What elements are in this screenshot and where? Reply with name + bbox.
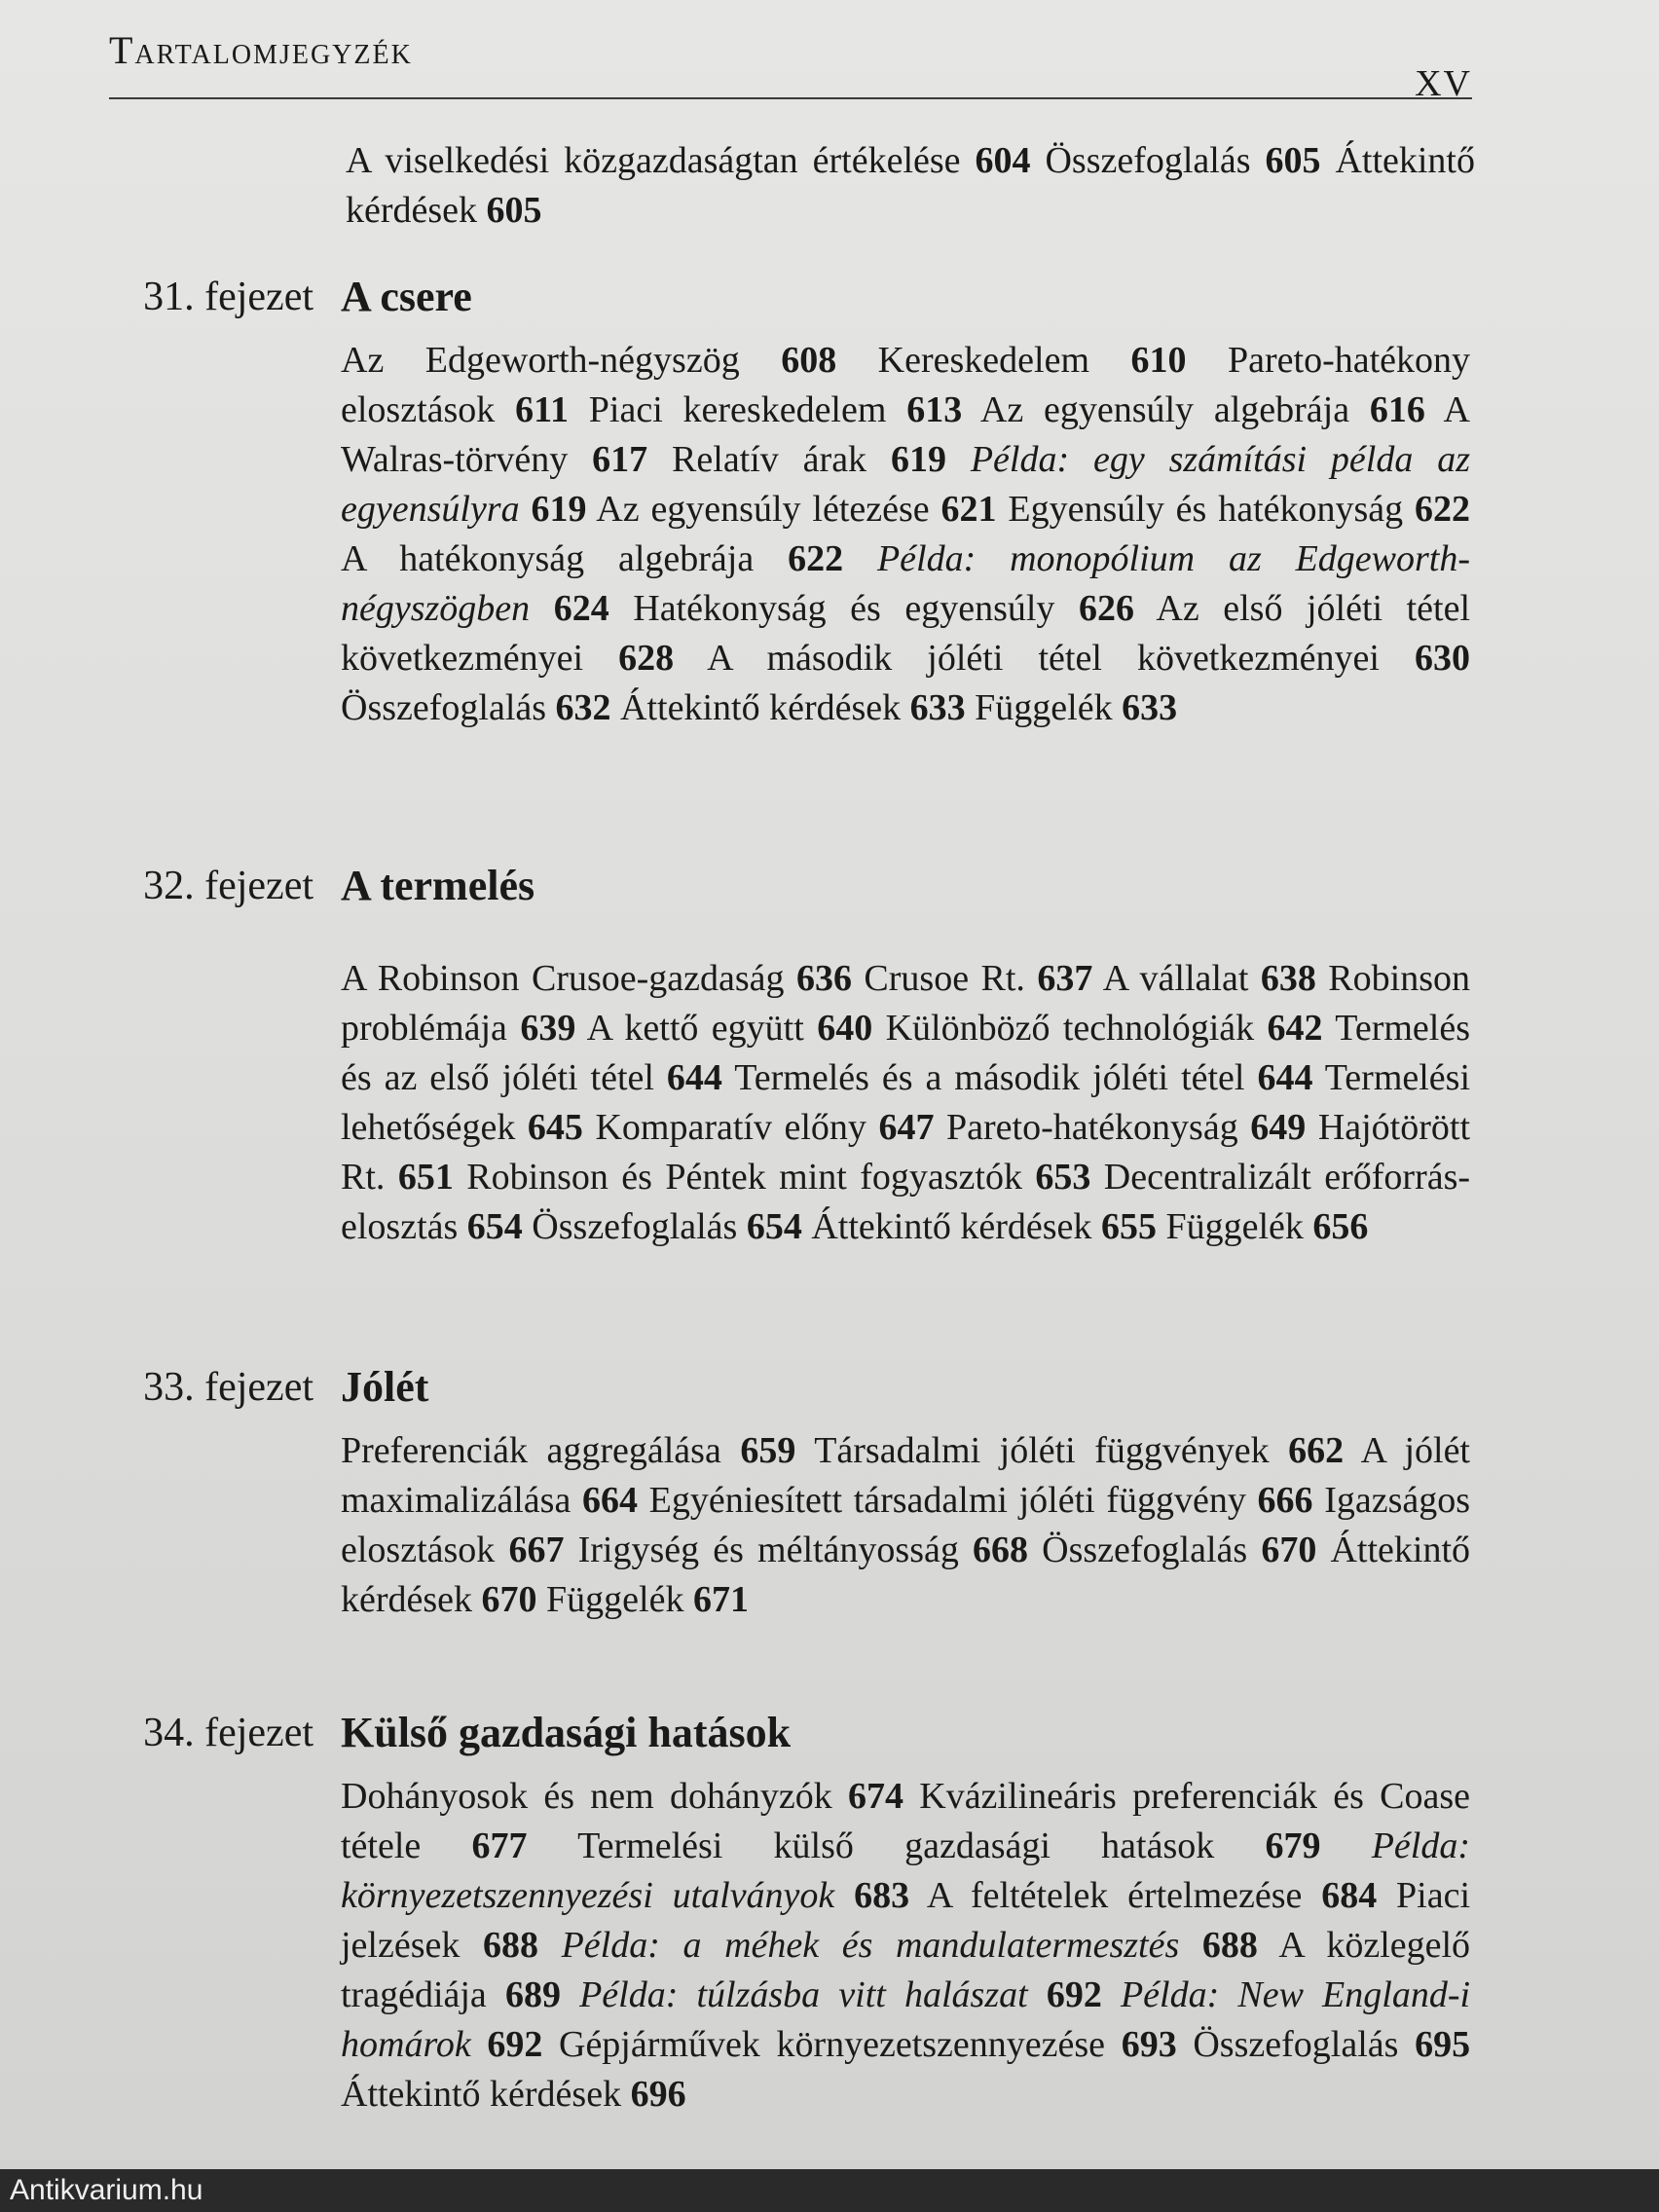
entry-page-number: 636 — [795, 958, 852, 999]
entry-title: Összefoglalás — [1045, 140, 1251, 181]
entry-page-number: 668 — [973, 1530, 1029, 1570]
entry-title: Robinson és Péntek mint fogyasztók — [466, 1157, 1022, 1198]
chapter-entries — [341, 954, 1470, 1252]
chapter-34 — [58, 1704, 1480, 2120]
entry-page-number: 651 — [397, 1157, 454, 1198]
entry-page-number: 692 — [1046, 1974, 1102, 2015]
entry-title: Összefoglalás — [532, 1206, 738, 1247]
entry-page-number: 619 — [531, 489, 587, 530]
entry-page-number: 654 — [466, 1206, 523, 1247]
entry-page-number: 649 — [1250, 1107, 1307, 1148]
entry-title: Áttekintő kérdések — [341, 2074, 622, 2115]
entry-title: Az Edgeworth-négyszög — [341, 340, 740, 381]
entry-page-number: 647 — [878, 1107, 935, 1148]
entry-title: Hatékonyság és egyensúly — [633, 588, 1055, 629]
toc-entry — [559, 2024, 1177, 2065]
entry-title: Az egyensúly létezése — [596, 489, 930, 530]
entry-title: Példa: monopólium az Edgeworth-négyszögben — [341, 538, 1471, 629]
entry-title: Áttekintő kérdések — [346, 140, 1475, 231]
entry-list — [341, 1772, 1470, 2120]
toc-entry — [589, 389, 962, 430]
entry-title: A jólét maximalizálása — [341, 1430, 1470, 1521]
entry-title: Az első jóléti tétel következményei — [341, 588, 1471, 679]
toc-entry — [633, 588, 1134, 629]
toc-entry — [341, 538, 843, 579]
entry-page-number: 630 — [1415, 638, 1471, 679]
entry-page-number: 610 — [1130, 340, 1187, 381]
toc-entry — [595, 1107, 934, 1148]
toc-entry — [341, 687, 611, 728]
entry-title: A közlegelő tragédiája — [341, 1925, 1471, 2015]
entry-page-number: 644 — [666, 1057, 722, 1098]
entry-title: Függelék — [546, 1579, 684, 1620]
entry-title: Crusoe Rt. — [864, 958, 1025, 999]
entry-page-number: 684 — [1321, 1875, 1378, 1916]
entry-title: Pareto-hatékony elosztások — [341, 340, 1471, 430]
entry-title: Példa: környezetszennyezési utalványok — [341, 1825, 1471, 1916]
entry-title: Relatív árak — [672, 439, 867, 480]
entry-title: Piaci kereskedelem — [588, 389, 887, 430]
entry-page-number: 683 — [854, 1875, 910, 1916]
toc-entry — [1042, 1530, 1316, 1570]
entry-title: Példa: a méhek és mandulatermesztés — [561, 1925, 1180, 1966]
entry-title: Függelék — [1165, 1206, 1304, 1247]
toc-entry — [878, 340, 1187, 381]
toc-entry — [649, 1480, 1313, 1521]
toc-entry — [341, 958, 852, 999]
entry-page-number: 624 — [553, 588, 609, 629]
entry-page-number: 695 — [1415, 2024, 1471, 2065]
chapter-heading — [58, 268, 1480, 336]
toc-entry — [596, 489, 996, 530]
running-title: Tartalomjegyzék — [109, 28, 413, 72]
entry-title: Dohányosok és nem dohányzók — [341, 1776, 832, 1817]
chapter-title: Külső gazdasági hatások — [341, 1709, 792, 1756]
chapter-label: 34. fejezet — [143, 1711, 313, 1755]
entry-title: Termelési külső gazdasági hatások — [577, 1825, 1215, 1866]
chapter-title: A termelés — [341, 862, 535, 909]
entry-title: A hatékonyság algebrája — [341, 538, 755, 579]
entry-title: Komparatív előny — [595, 1107, 866, 1148]
entry-title: Összefoglalás — [341, 687, 547, 728]
entry-page-number: 664 — [582, 1480, 638, 1521]
entry-title: Hajótörött Rt. — [341, 1107, 1471, 1198]
toc-entry — [579, 1974, 1102, 2015]
entry-title: Robinson problémája — [341, 958, 1470, 1049]
toc-entry — [620, 687, 966, 728]
toc-entry — [587, 1008, 873, 1049]
entry-page-number: 644 — [1257, 1057, 1313, 1098]
entry-page-number: 633 — [1122, 687, 1178, 728]
continued-entries — [346, 136, 1475, 236]
entry-title: Összefoglalás — [1193, 2024, 1399, 2065]
toc-entry — [341, 1776, 903, 1817]
toc-entry — [346, 140, 1031, 181]
chapter-title: Jólét — [341, 1363, 429, 1411]
entry-title: Az egyensúly algebrája — [979, 389, 1350, 430]
chapter-title: A csere — [341, 273, 472, 320]
toc-entry — [975, 687, 1177, 728]
entry-page-number: 662 — [1288, 1430, 1345, 1471]
entry-title: Preferenciák aggregálása — [341, 1430, 721, 1471]
chapter-label: 32. fejezet — [143, 864, 313, 908]
chapter-heading — [58, 857, 1480, 954]
running-header — [109, 27, 1472, 104]
entry-list — [341, 1426, 1470, 1625]
entry-title: Piaci jelzések — [341, 1875, 1471, 1966]
entry-page-number: 667 — [508, 1530, 565, 1570]
entry-title: A Walras-törvény — [341, 389, 1470, 480]
toc-entry — [532, 1206, 802, 1247]
entry-page-number: 674 — [847, 1776, 903, 1817]
entry-page-number: 640 — [817, 1008, 873, 1049]
entry-page-number: 616 — [1369, 389, 1425, 430]
toc-entry — [672, 439, 946, 480]
chapter-entries — [341, 336, 1470, 733]
entry-page-number: 693 — [1121, 2024, 1177, 2065]
entry-title: A kettő együtt — [586, 1008, 804, 1049]
entry-page-number: 632 — [555, 687, 611, 728]
entry-page-number: 621 — [940, 489, 997, 530]
chapter-33 — [58, 1358, 1480, 1625]
entry-title: A viselkedési közgazdaságtan értékelése — [346, 140, 961, 181]
entry-page-number: 611 — [515, 389, 569, 430]
entry-page-number: 656 — [1312, 1206, 1369, 1247]
page-number: XV — [1415, 63, 1472, 104]
entry-title: Termelési lehetőségek — [341, 1057, 1471, 1148]
toc-entry — [341, 1430, 795, 1471]
entry-page-number: 659 — [740, 1430, 796, 1471]
entry-title: Példa: egy számítási példa az egyensúlyra — [341, 439, 1471, 530]
toc-entry — [1045, 140, 1320, 181]
toc-entry — [562, 1925, 1258, 1966]
entry-page-number: 638 — [1260, 958, 1316, 999]
entry-title: Függelék — [975, 687, 1113, 728]
entry-title: A második jóléti tétel következményei — [707, 638, 1380, 679]
entry-title: A vállalat — [1102, 958, 1249, 999]
toc-entry — [546, 1579, 749, 1620]
entry-list — [341, 954, 1470, 1252]
entry-title: Kvázilineáris preferenciák és Coase tétele — [341, 1776, 1470, 1866]
entry-title: Igazságos elosztások — [341, 1480, 1471, 1570]
chapter-label: 31. fejezet — [143, 275, 313, 319]
chapter-32 — [58, 857, 1480, 1252]
entry-page-number: 642 — [1267, 1008, 1323, 1049]
entry-page-number: 605 — [1265, 140, 1321, 181]
entry-page-number: 633 — [909, 687, 966, 728]
entry-page-number: 655 — [1100, 1206, 1157, 1247]
entry-page-number: 604 — [975, 140, 1031, 181]
entry-title: Összefoglalás — [1042, 1530, 1248, 1570]
entry-page-number: 666 — [1257, 1480, 1313, 1521]
entry-page-number: 653 — [1035, 1157, 1091, 1198]
entry-page-number: 608 — [781, 340, 837, 381]
toc-entry — [341, 2074, 686, 2115]
entry-title: Különböző technológiák — [885, 1008, 1255, 1049]
entry-page-number: 613 — [906, 389, 963, 430]
toc-entry — [341, 340, 836, 381]
entry-title: Egyéniesített társadalmi jóléti függvény — [648, 1480, 1246, 1521]
entry-title: Kereskedelem — [877, 340, 1090, 381]
entry-page-number: 622 — [788, 538, 844, 579]
entry-page-number: 670 — [481, 1579, 537, 1620]
entry-page-number: 622 — [1415, 489, 1471, 530]
chapter-heading — [58, 1704, 1480, 1772]
entry-page-number: 688 — [482, 1925, 538, 1966]
toc-entry — [946, 1107, 1306, 1148]
entry-title: Termelés és az első jóléti tétel — [341, 1008, 1470, 1098]
toc-entry — [577, 1825, 1320, 1866]
toc-entry — [886, 1008, 1323, 1049]
entry-list — [346, 136, 1475, 236]
entry-page-number: 626 — [1078, 588, 1134, 629]
watermark: Antikvarium.hu — [0, 2169, 1659, 2212]
toc-entry — [1008, 489, 1470, 530]
entry-title: Irigység és méltányosság — [577, 1530, 959, 1570]
entry-page-number: 677 — [471, 1825, 528, 1866]
entry-page-number: 671 — [692, 1579, 749, 1620]
chapter-heading — [58, 1358, 1480, 1426]
entry-page-number: 692 — [487, 2024, 543, 2065]
toc-entry — [980, 389, 1425, 430]
entry-page-number: 670 — [1261, 1530, 1317, 1570]
entry-title: Egyensúly és hatékonyság — [1008, 489, 1404, 530]
entry-page-number: 654 — [746, 1206, 802, 1247]
entry-title: A Robinson Crusoe-gazdaság — [341, 958, 785, 999]
entry-page-number: 688 — [1201, 1925, 1258, 1966]
entry-title: Pareto-hatékonyság — [946, 1107, 1238, 1148]
entry-title: Példa: túlzásba vitt halászat — [579, 1974, 1028, 2015]
entry-title: Áttekintő kérdések — [811, 1206, 1092, 1247]
toc-entry — [1103, 958, 1316, 999]
entry-title: Termelés és a második jóléti tétel — [734, 1057, 1245, 1098]
entry-page-number: 679 — [1265, 1825, 1321, 1866]
entry-page-number: 696 — [630, 2074, 686, 2115]
entry-page-number: 645 — [527, 1107, 583, 1148]
entry-title: A feltételek értelmezése — [926, 1875, 1303, 1916]
toc-entry — [811, 1206, 1157, 1247]
entry-page-number: 637 — [1037, 958, 1093, 999]
entry-page-number: 617 — [592, 439, 648, 480]
toc-entry — [578, 1530, 1028, 1570]
chapter-entries — [341, 1772, 1470, 2120]
entry-title: Példa: New England-i homárok — [341, 1974, 1471, 2065]
toc-entry — [1165, 1206, 1368, 1247]
entry-title: Áttekintő kérdések — [341, 1530, 1471, 1620]
entry-page-number: 689 — [504, 1974, 561, 2015]
toc-entry — [864, 958, 1092, 999]
toc-entry — [466, 1157, 1090, 1198]
chapter-entries — [341, 1426, 1470, 1625]
entry-title: Társadalmi jóléti függvények — [814, 1430, 1270, 1471]
toc-entry — [734, 1057, 1312, 1098]
entry-title: Gépjárművek környezetszennyezése — [559, 2024, 1106, 2065]
chapter-label: 33. fejezet — [143, 1365, 313, 1410]
toc-entry — [1193, 2024, 1470, 2065]
entry-title: Áttekintő kérdések — [620, 687, 902, 728]
entry-page-number: 628 — [618, 638, 675, 679]
entry-page-number: 605 — [486, 190, 542, 231]
entry-title: Decentralizált erőforrás-elosztás — [341, 1157, 1471, 1247]
entry-page-number: 619 — [890, 439, 946, 480]
chapter-31 — [58, 268, 1480, 733]
entry-page-number: 639 — [520, 1008, 576, 1049]
toc-entry — [707, 638, 1470, 679]
entry-list — [341, 336, 1470, 733]
toc-entry — [927, 1875, 1377, 1916]
toc-entry — [814, 1430, 1344, 1471]
